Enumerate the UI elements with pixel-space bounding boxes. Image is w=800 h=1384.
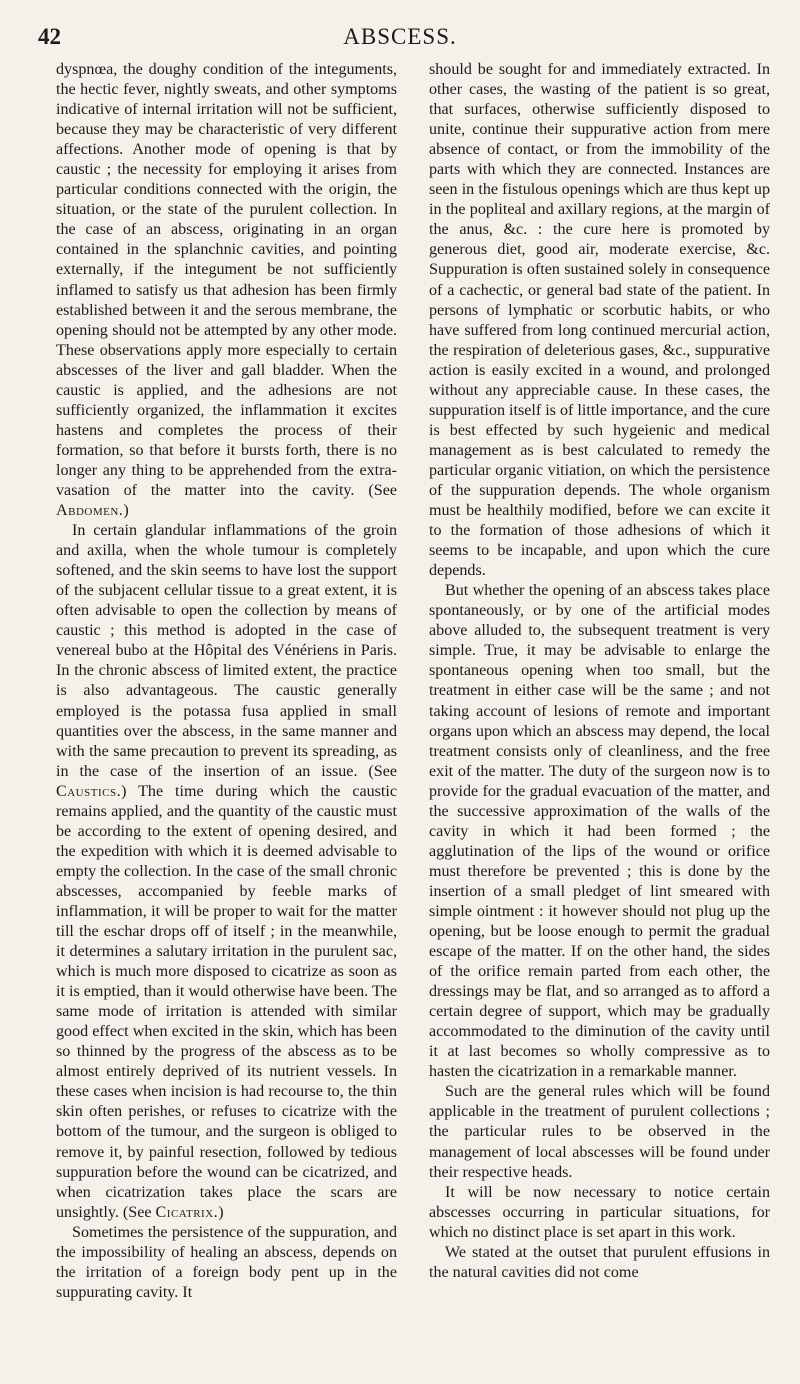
paragraph <box>56 521 397 1223</box>
paragraph-text: ) The time during which the caustic remains applied, and the quantity of the caustic must be according to the extent of opening desired, and the expedition with which it is deemed advisable to empty the collection. In the case of the small chronic abscesses, accompanied by feeble marks of inflammation, it will be proper to wait for the matter till the eschar drops off of itself ; in the meanwhile, it determines a salutary irritation in the purulent sac, which is much more disposed to cicatrize as soon as it is emptied, than it would otherwise have been. The same mode of irritation is attended with similar good effect when excited in the skin, which has been so thinned by the progress of the abscess as to be almost entirely deprived of its nutrient vessels. In these cases when incision is had recourse to, the thin skin often perishes, or refuses to cicatrize with the bottom of the tumour, and the surgeon is obliged to remove it, by painful resection, followed by tedious suppuration before the wound can be cicatrized, and when cicatrization takes place the scars are unsightly. (See <box>56 782 397 1221</box>
paragraph: It will be now necessary to notice certain abscesses occurring in particular situations, for which no distinct place is set apart in this work. <box>429 1183 770 1241</box>
page-header <box>38 24 762 54</box>
paragraph: We stated at the outset that purulent effusions in the natural cavities did not come <box>429 1243 770 1281</box>
left-column <box>56 60 397 1303</box>
paragraph: Such are the general rules which will be found applicable in the treatment of purulent collections ; the particular rules to be observed in the management of local abscesses will be found under their respective heads. <box>429 1083 770 1181</box>
paragraph-text: In certain glandular inflammations of the groin and axilla, when the whole tumour is completely softened, and the skin seems to have lost the support of the subjacent cellular tissue to a great extent, it is often advisable to open the collection by means of caustic ; this method is adopted in the case of venereal bubo at the Hôpital des Vénériens in Paris. In the chronic abscess of limited extent, the practice is also advantageous. The caustic generally employed is the potassa fusa applied in small quantities over the abscess, in the same manner and with the same precaution to prevent its spreading, as in the case of the insertion of an issue. (See <box>56 522 397 780</box>
paragraph: But whether the opening of an abscess takes place spontaneously, or by one of the artificial modes above alluded to, the subsequent treatment is very simple. True, it may be advisable to enlarge the spontaneous opening when too small, but the treatment in either case will be the same ; and not taking account of lesions of remote and important organs upon which an abscess may depend, the local treatment consists only of cleanliness, and the free exit of the matter. The duty of the surgeon now is to provide for the gradual evacuation of the matter, and the successive approximation of the walls of the cavity in which it had been formed ; the agglutination of the lips of the wound or orifice must therefore be prevented ; this is done by the insertion of a small pledget of lint smeared with simple ointment : it however should not plug up the opening, but be loose enough to permit the gradual escape of the matter. If on the other hand, the sides of the orifice remain parted from each other, the dressings may be flat, and so arranged as to afford a certain degree of support, which may be gradually accommodated to the diminution of the cavity until it at last becomes so wholly compressive as to hasten the cicatrization in a remarkable manner. <box>429 582 770 1081</box>
paragraph: should be sought for and immediately extracted. In other cases, the wasting of the patient is so great, that surfaces, otherwise sufficiently disposed to unite, continue their suppurative action from mere absence of contact, or from the immobility of the parts with which they are connected. Instances are seen in the fistulous openings which are thus kept up in the popliteal and axillary regions, at the margin of the anus, &c. : the cure here is promoted by generous diet, good air, moderate exercise, &c. Suppuration is often sustained solely in consequence of a cachectic, or general bad state of the patient. In persons of lymphatic or scorbutic habits, or who have suffered from long continued mercurial action, the respiration of deleterious gases, &c., suppurative action is easily excited in a wound, and prolonged without any appreciable cause. In these cases, the suppuration itself is of little importance, and the cure is best effected by such hygeienic and medical management as is best calculated to remedy the particular organic vitiation, on which the persistence of the suppuration depends. The whole organism must be healthily modified, before we can excite it to the formation of those adhesions of which it seems to be incapable, and upon which the cure depends. <box>429 61 771 580</box>
page-number: 42 <box>38 24 61 49</box>
paragraph: Sometimes the persistence of the suppuration, and the impossibility of healing an abscess, depends on the irritation of a foreign body pent up in the suppurating cavity. It <box>56 1223 397 1301</box>
cross-reference: Cicatrix. <box>155 1203 219 1221</box>
paragraph-text: dyspnœa, the doughy condition of the integuments, the hectic fever, nightly sweats, and other symptoms indicative of internal irritation will not be sufficient, because they may be characteristic of very different affections. Another mode of opening is that by caustic ; the necessity for employing it arises from particular conditions connected with the origin, the situation, or the state of the purulent collection. In the case of an abscess, originating in an organ contained in the splanchnic cavities, and pointing externally, if the integument be not sufficiently inflamed to satisfy us that adhesion has been firmly established between it and the serous membrane, the opening should not be attempted by any other mode. These observations apply more especially to certain abscesses of the liver and gall bladder. When the caustic is applied, and the adhesions are not sufficiently organized, the inflammation it excites hastens and completes the process of their formation, so that before it bursts forth, there is no longer any thing to be apprehended from the extravasation of the matter into the cavity. (See <box>56 61 397 499</box>
running-title: ABSCESS. <box>343 24 457 49</box>
text-columns <box>56 60 770 1303</box>
cross-reference: Abdomen. <box>56 502 124 520</box>
paragraph <box>56 60 397 521</box>
paragraph-text: ) <box>123 502 129 520</box>
paragraph-text: ) <box>218 1203 224 1221</box>
right-column <box>429 60 770 1303</box>
cross-reference: Caustics. <box>56 782 122 800</box>
